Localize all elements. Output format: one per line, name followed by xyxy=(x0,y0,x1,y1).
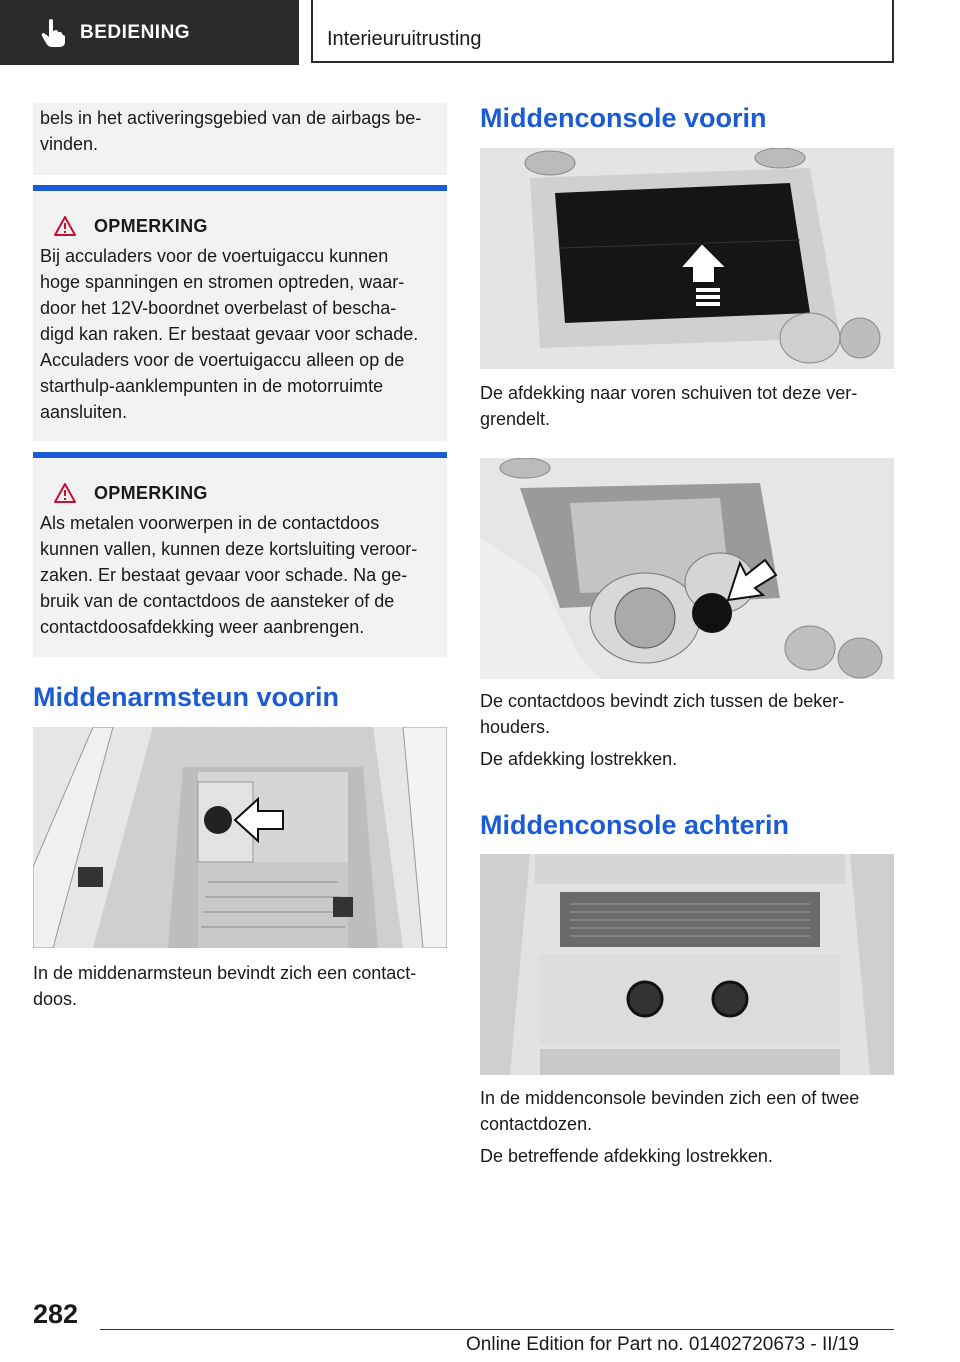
caption-line: contactdozen. xyxy=(480,1114,593,1134)
section-heading-armrest: Middenarmsteun voorin xyxy=(33,682,340,712)
note-line: hoge spanningen en stromen optreden, waar- xyxy=(40,272,405,292)
front-console-caption xyxy=(480,380,900,432)
note-line: contactdoosafdekking weer aanbrengen. xyxy=(40,617,365,637)
note-line: bruik van de contactdoos de aansteker of de xyxy=(40,591,395,611)
caption-line: doos. xyxy=(33,989,78,1009)
note-title: OPMERKING xyxy=(94,483,208,503)
warning-icon xyxy=(54,483,76,503)
chapter-title: Interieuruitrusting xyxy=(327,28,482,50)
note-line: Acculaders voor de voertuigaccu alleen op de xyxy=(40,350,405,370)
rear-console-caption-b: De betreffende afdekking lostrekken. xyxy=(480,1146,773,1166)
rear-console-image xyxy=(480,854,894,1075)
intro-box xyxy=(33,103,447,175)
chapter-header xyxy=(311,0,894,63)
note-line: aansluiten. xyxy=(40,402,128,422)
section-heading-front-console: Middenconsole voorin xyxy=(480,103,767,133)
note-title: OPMERKING xyxy=(94,216,208,236)
armrest-image xyxy=(33,727,447,948)
rear-console-caption xyxy=(480,1085,900,1137)
caption-line: grendelt. xyxy=(480,409,551,429)
note-line: starthulp-aanklempunten in de motorruimte xyxy=(40,376,384,396)
intro-text: bels in het activeringsgebied van de airbags be-vinden. xyxy=(40,108,422,154)
caption-line: houders. xyxy=(480,717,551,737)
section-title: BEDIENING xyxy=(80,21,191,43)
page-number: 282 xyxy=(33,1299,79,1329)
front-console-image xyxy=(480,148,894,369)
note-line: digd kan raken. Er bestaat gevaar voor schade. xyxy=(40,324,419,344)
section-tab xyxy=(0,0,299,65)
note-line: zaken. Er bestaat gevaar voor schade. Na ge- xyxy=(40,565,408,585)
caption-line: In de middenconsole bevinden zich een of twee xyxy=(480,1088,860,1108)
caption-line: De afdekking naar voren schuiven tot deze ver- xyxy=(480,383,858,403)
note-line: Als metalen voorwerpen in de contactdoos xyxy=(40,513,380,533)
edition-text: Online Edition for Part no. 01402720673 - II/19 xyxy=(466,1334,859,1355)
cupholder-caption-b: De afdekking lostrekken. xyxy=(480,749,678,769)
armrest-caption xyxy=(33,960,453,1012)
cupholder-image xyxy=(480,458,894,679)
note-line: kunnen vallen, kunnen deze kortsluiting veroor- xyxy=(40,539,418,559)
note-line: Bij acculaders voor de voertuigaccu kunnen xyxy=(40,246,389,266)
caption-line: De contactdoos bevindt zich tussen de beker- xyxy=(480,691,845,711)
caption-line: In de middenarmsteun bevindt zich een contact- xyxy=(33,963,417,983)
cupholder-caption xyxy=(480,688,900,740)
footer-rule xyxy=(100,1329,894,1330)
hand-pointer-icon xyxy=(40,18,66,48)
note-box-1 xyxy=(33,185,447,441)
note-box-2 xyxy=(33,452,447,657)
section-heading-rear-console: Middenconsole achterin xyxy=(480,810,790,840)
note-line: door het 12V-boordnet overbelast of bescha- xyxy=(40,298,397,318)
warning-icon xyxy=(54,216,76,236)
